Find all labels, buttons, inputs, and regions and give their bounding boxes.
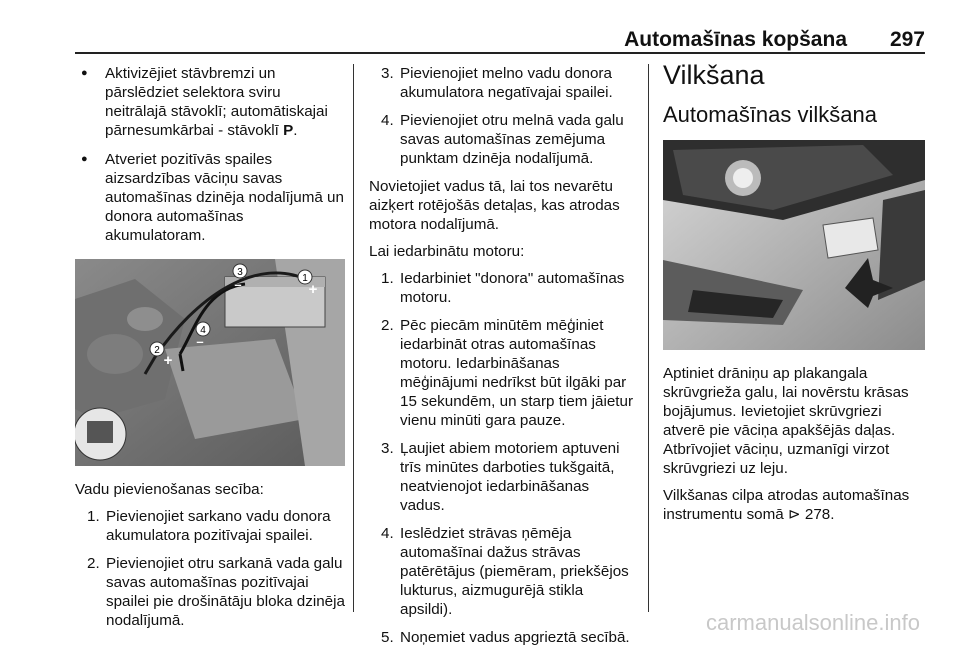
page-reference-link[interactable]: 278 — [804, 506, 831, 523]
svg-text:–: – — [234, 277, 242, 292]
jump-start-figure — [75, 259, 345, 466]
paragraph: Novietojiet vadus tā, lai tos nevarētu aizķert rotējošās detaļas, kas atrodas motora nodalījumā. — [369, 178, 620, 233]
svg-text:3: 3 — [237, 267, 243, 278]
step-item: 2. Pēc piecām minūtēm mēģiniet iedarbināt otras automašīnas motoru. Iedarbināšanas mēģinājumi nedrīkst būt ilgāki par 15 sekundēm, un starp tiem jāietur vienu minūti gara pauze. — [381, 317, 633, 429]
tow-eye-cover-figure — [663, 140, 925, 350]
svg-text:2: 2 — [154, 345, 160, 356]
paragraph: Lai iedarbinātu motoru: — [369, 243, 525, 260]
bullet-item: ● Aktivizējiet stāvbremzi un pārslēdziet selektora sviru neitrālajā stāvoklī; automātiskajai pārnesumkārbai - stāvoklī P. — [75, 64, 345, 140]
section-heading: Vilkšana — [663, 60, 765, 90]
step-item: 3. Ļaujiet abiem motoriem aptuveni trīs minūtes darboties tukšgaitā, neatvienojot iedarbināšanas vadus. — [381, 440, 620, 514]
step-item: 1. Iedarbiniet "donora" automašīnas motoru. — [381, 270, 625, 306]
sequence-heading: Vadu pievienošanas secība: — [75, 481, 264, 498]
step-item: 3. Pievienojiet melno vadu donora akumulatora negatīvajai spailei. — [381, 65, 613, 101]
column-divider-1 — [353, 64, 354, 612]
page-header — [75, 22, 925, 52]
svg-text:1: 1 — [302, 273, 308, 284]
subsection-heading: Automašīnas vilkšana — [663, 102, 877, 127]
section-title: Automašīnas kopšana — [624, 28, 847, 51]
bullet-item: ● Atveriet pozitīvās spailes aizsardzības vāciņu savas automašīnas dzinēja nodalījumā un donora automašīnas akumulatoram. — [75, 150, 345, 245]
column-1 — [75, 64, 345, 639]
column-3 — [663, 60, 928, 532]
step-item: 4. Ieslēdziet strāvas ņēmēja automašīnai dažus strāvas patērētājus (piemēram, priekšējos lukturus, aizmugurējā stikla apsildi). — [381, 525, 629, 618]
header-rule — [75, 52, 925, 54]
watermark: carmanualsonline.info — [705, 610, 920, 635]
step-item: 2. Pievienojiet otru sarkanā vada galu savas automašīnas pozitīvajai spailei pie drošinātāju bloka dzinēja nodalījumā. — [87, 555, 345, 629]
page-reference-icon: ⊳ — [787, 506, 805, 523]
paragraph: Vilkšanas cilpa atrodas automašīnas instrumentu somā ⊳ 278. — [663, 487, 910, 523]
svg-text:+: + — [308, 281, 318, 298]
page-number: 297 — [889, 28, 925, 51]
column-2 — [369, 64, 637, 656]
step-item: 1. Pievienojiet sarkano vadu donora akumulatora pozitīvajai spailei. — [87, 508, 331, 544]
svg-text:+: + — [163, 352, 173, 369]
paragraph: Aptiniet drāniņu ap plakangala skrūvgrieža galu, lai novērstu krāsas bojājumus. Ievietojiet skrūvgriezi atverē pie vāciņa apakšējās daļas. Atbrīvojiet vāciņu, uzmanīgi virzot skrūvgriezi uz leju. — [663, 365, 909, 477]
step-item: 5. Noņemiet vadus apgrieztā secībā. — [381, 629, 630, 646]
column-divider-2 — [648, 64, 649, 612]
step-item: 4. Pievienojiet otru melnā vada galu savas automašīnas zemējuma punktam dzinēja nodalījumā. — [381, 112, 624, 167]
svg-text:–: – — [196, 334, 204, 349]
svg-text:4: 4 — [200, 325, 206, 336]
